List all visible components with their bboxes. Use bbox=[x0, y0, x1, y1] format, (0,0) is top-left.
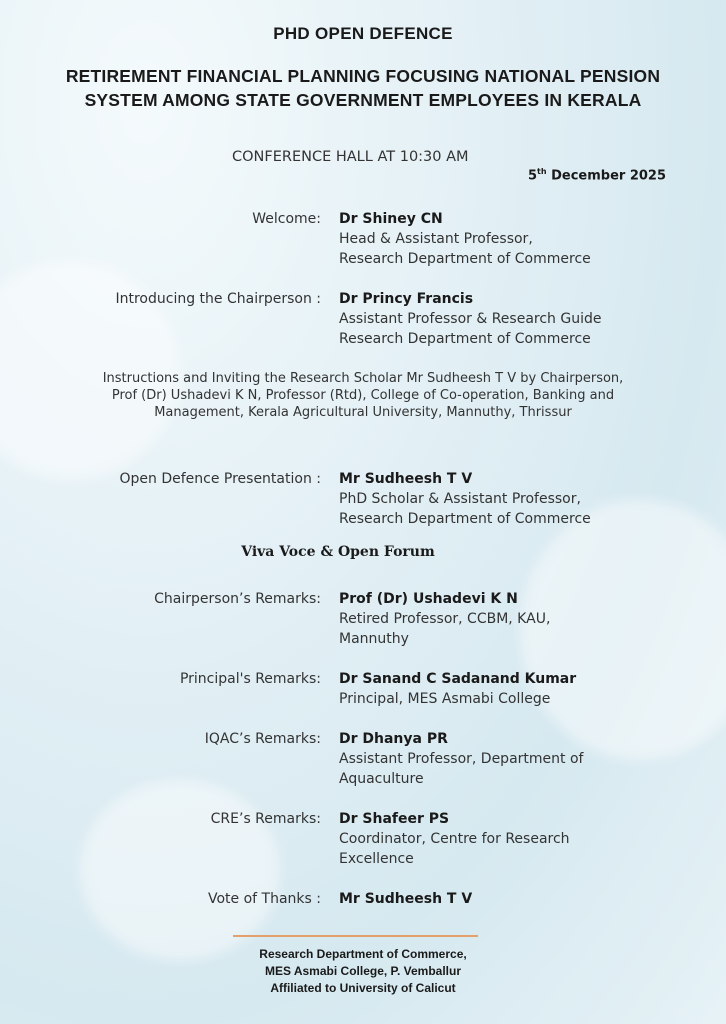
page-title: PHD OPEN DEFENCE bbox=[273, 24, 453, 43]
footer-address: Research Department of Commerce, MES Asmabi College, P. Vemballur Affiliated to University of Calicut bbox=[259, 947, 467, 995]
thesis-title bbox=[0, 64, 726, 112]
event-date: 5th December 2025 bbox=[528, 167, 667, 184]
program-label-iqac: IQAC’s Remarks: bbox=[204, 731, 321, 747]
background-decoration bbox=[520, 500, 726, 760]
program-entry-principal: Dr Sanand C Sadanand Kumar Principal, MES Asmabi College bbox=[339, 671, 577, 707]
program-label-cre: CRE’s Remarks: bbox=[210, 811, 321, 827]
program-label-introducing: Introducing the Chairperson : bbox=[115, 291, 321, 307]
divider bbox=[233, 935, 478, 937]
program-entry-introducing: Dr Princy Francis Assistant Professor & Research Guide Research Department of Commerce bbox=[339, 291, 602, 347]
program-entry-cre: Dr Shafeer PS Coordinator, Centre for Research Excellence bbox=[339, 811, 570, 867]
thesis-line: RETIREMENT FINANCIAL PLANNING FOCUSING NATIONAL PENSION bbox=[65, 66, 661, 86]
program-entry-welcome: Dr Shiney CN Head & Assistant Professor, Research Department of Commerce bbox=[339, 211, 591, 267]
program-label-chairperson: Chairperson’s Remarks: bbox=[154, 591, 321, 607]
instructions-text: Instructions and Inviting the Research Scholar Mr Sudheesh T V by Chairperson, Prof (Dr) Ushadevi K N, Professor (Rtd), College of Co-operation, Banking and Management, Kerala Agricultural University, Mannuthy, Thrissur bbox=[102, 371, 624, 420]
background-decoration bbox=[80, 780, 280, 960]
program-label-vote-of-thanks: Vote of Thanks : bbox=[208, 891, 321, 907]
program-entry-vote-of-thanks: Mr Sudheesh T V bbox=[339, 891, 473, 907]
program-entry-presentation: Mr Sudheesh T V PhD Scholar & Assistant Professor, Research Department of Commerce bbox=[339, 471, 591, 527]
thesis-line: SYSTEM AMONG STATE GOVERNMENT EMPLOYEES IN KERALA bbox=[84, 90, 642, 110]
program-label-welcome: Welcome: bbox=[252, 211, 321, 227]
venue-text: CONFERENCE HALL AT 10:30 AM bbox=[232, 149, 469, 165]
program-entry-chairperson: Prof (Dr) Ushadevi K N Retired Professor, CCBM, KAU, Mannuthy bbox=[339, 591, 551, 647]
program-label-presentation: Open Defence Presentation : bbox=[119, 471, 321, 487]
program-entry-iqac: Dr Dhanya PR Assistant Professor, Department of Aquaculture bbox=[339, 731, 584, 787]
program-label-principal: Principal's Remarks: bbox=[179, 671, 321, 687]
viva-heading: Viva Voce & Open Forum bbox=[241, 544, 435, 560]
